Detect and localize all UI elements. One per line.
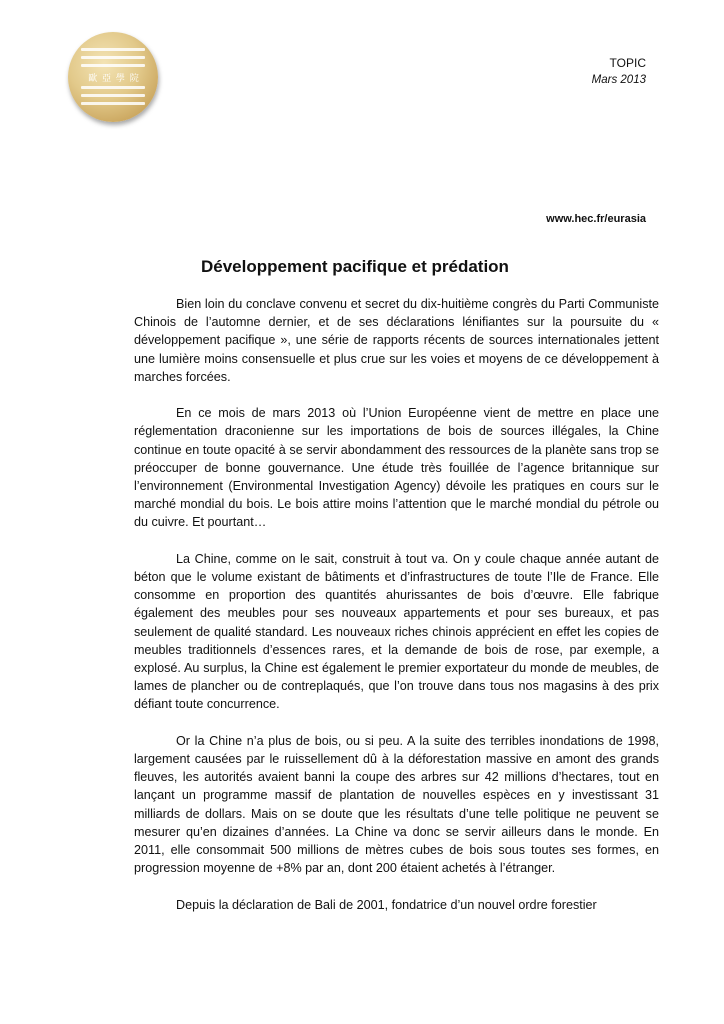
publication-date: Mars 2013 — [591, 74, 646, 86]
paragraph: Or la Chine n’a plus de bois, ou si peu. A la suite des terribles inondations de 1998, largement causées par le ruissellement dû à la déforestation massive en amont des grands fleuves, les autorités avaient banni la coupe des arbres sur 42 millions d’hectares, tout en lançant un programme massif de plantation de nouvelles espèces en y investissant 31 milliards de dollars. Mais on se doute que les résultats d’une telle politique ne peuvent se mesurer qu’en dizaines d’années. La Chine va donc se servir ailleurs dans le monde. En 2011, elle consommait 500 millions de mètres cubes de bois sous toutes ses formes, en progression moyenne de +8% par an, dont 200 étaient achetés à l’étranger. — [134, 733, 659, 876]
paragraph: La Chine, comme on le sait, construit à tout va. On y coule chaque année autant de béton que le volume existant de bâtiments et d’infrastructures de toute l’Ile de France. Elle consomme en proportion des quantités ahurissantes de bois d’œuvre. Elle fabrique également des meubles pour ses nouveaux appartements et pour ses bureaux, et pas seulement de qualité standard. Les nouveaux riches chinois apprécient en effet les copies de meubles traditionnels d’essences rares, et la demande de bois de rose, par exemple, a explosé. Au surplus, la Chine est également le premier exportateur du monde de meubles, de lames de plancher ou de contreplaqués, que l’on trouve dans tous nos magasins à des prix défiant toute concurrence. — [134, 551, 659, 712]
paragraph: En ce mois de mars 2013 où l’Union Européenne vient de mettre en place une réglementation draconienne sur les importations de bois de sources illégales, la Chine continue en toute opacité à se servir abondamment des ressources de la planète sans trop se préoccuper de bonne gouvernance. Une étude très fouillée de l’agence britannique sur l’environnement (Environmental Investigation Agency) dévoile les pratiques en cours sur le marché mondial du bois. Le bois attire moins l’attention que le marché mondial du pétrole ou du cuivre. Et pourtant… — [134, 406, 659, 530]
article-body — [134, 295, 659, 914]
topic-header — [592, 55, 646, 89]
article-title: Développement pacifique et prédation — [201, 257, 509, 276]
topic-label: TOPIC — [609, 56, 646, 70]
paragraph: Depuis la déclaration de Bali de 2001, fondatrice d’un nouvel ordre forestier — [176, 897, 597, 912]
website-url[interactable]: www.hec.fr/eurasia — [546, 213, 646, 225]
paragraph: Bien loin du conclave convenu et secret du dix-huitième congrès du Parti Communiste Chinois de l’automne dernier, et de ses déclarations lénifiantes sur la poursuite du « développement pacifique », une série de rapports récents de sources internationales jettent une lumière moins consensuelle et plus crue sur les voies et moyens de ce développement à marches forcées. — [134, 297, 659, 384]
institution-seal-logo-icon: 歐 亞 學 院 — [68, 32, 158, 122]
